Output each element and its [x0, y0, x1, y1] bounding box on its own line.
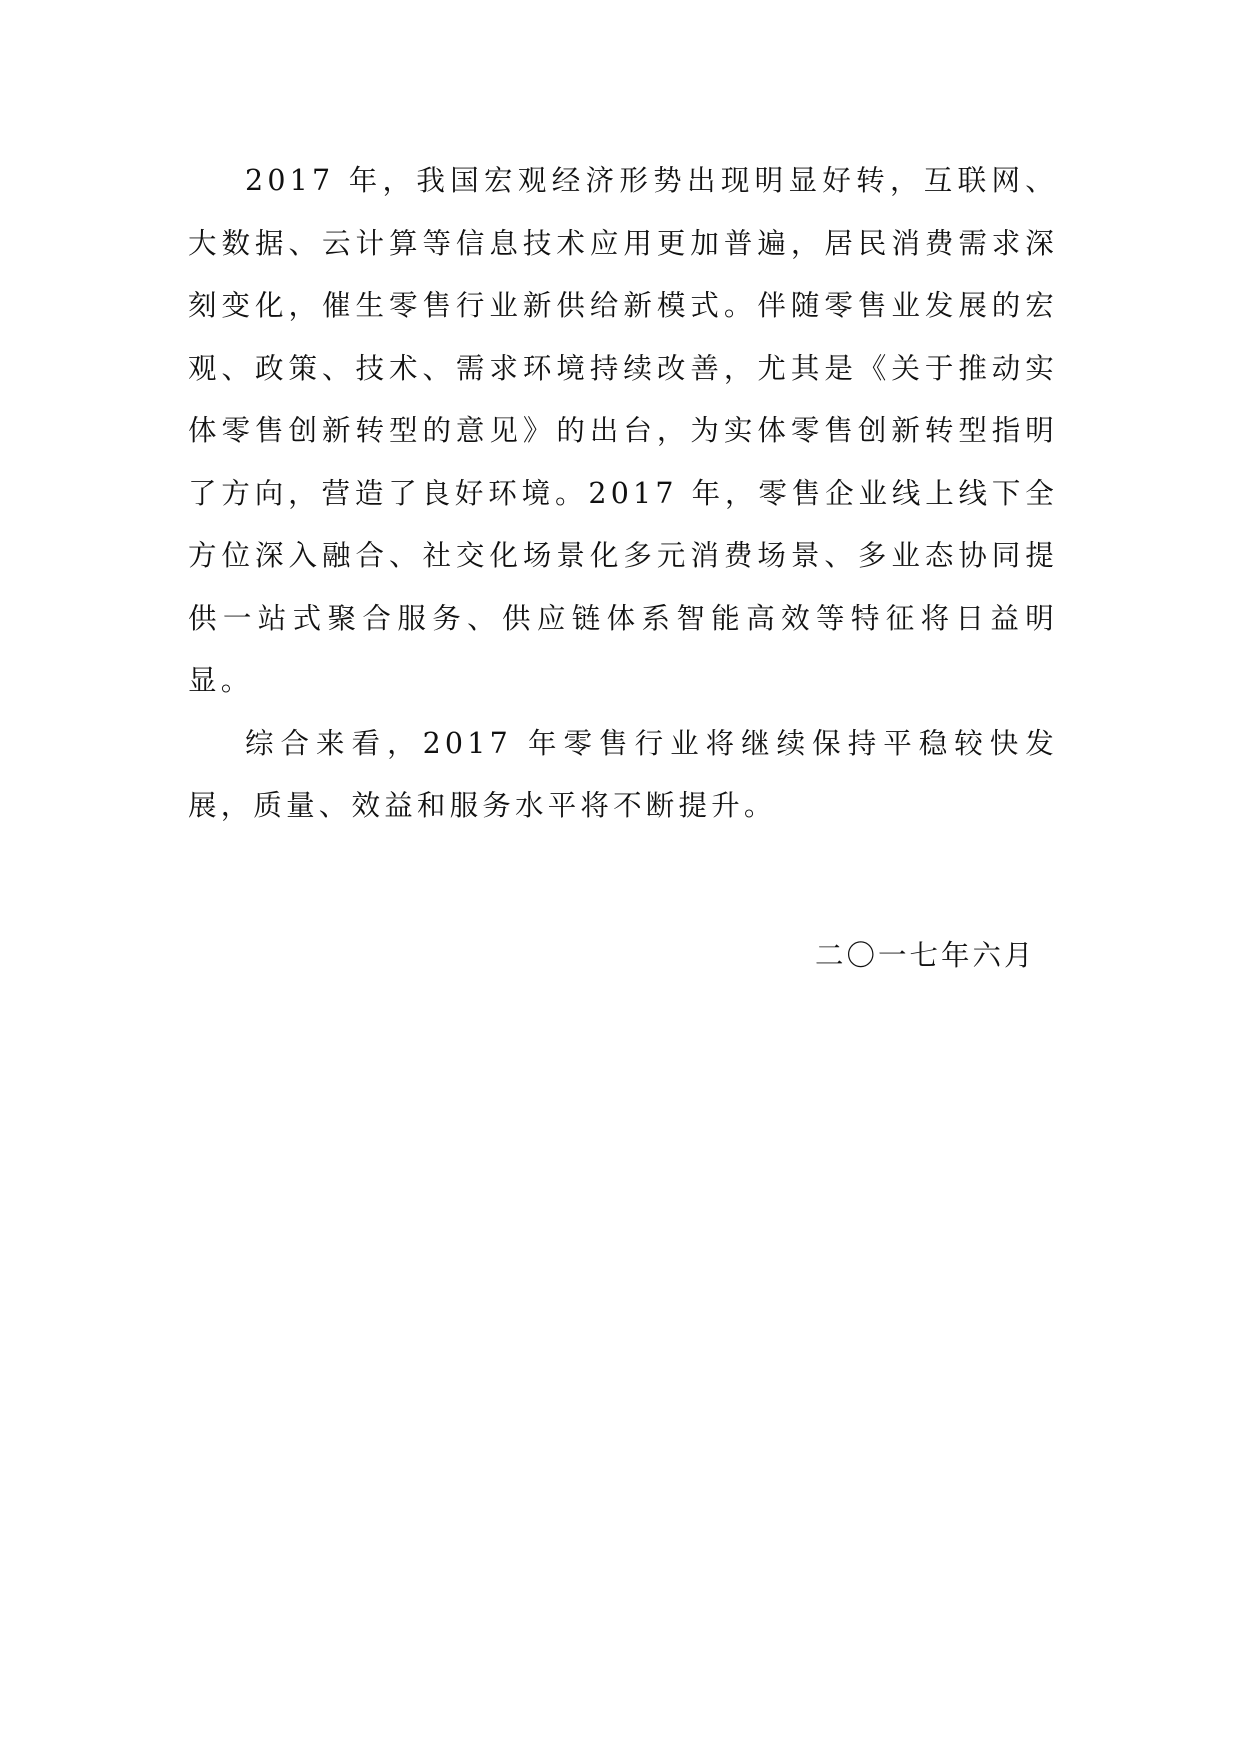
- paragraph-outlook-2017: 2017 年，我国宏观经济形势出现明显好转，互联网、大数据、云计算等信息技术应用更加普遍，居民消费需求深刻变化，催生零售行业新供给新模式。伴随零售业发展的宏观、政策、技术、需求环境持续改善，尤其是《关于推动实体零售创新转型的意见》的出台，为实体零售创新转型指明了方向，营造了良好环境。2017 年，零售企业线上线下全方位深入融合、社交化场景化多元消费场景、多业态协同提供一站式聚合服务、供应链体系智能高效等特征将日益明显。: [188, 164, 1058, 697]
- document-date: 二〇一七年六月: [815, 939, 1036, 972]
- document-body: [188, 150, 1058, 838]
- paragraph-summary: 综合来看，2017 年零售行业将继续保持平稳较快发展，质量、效益和服务水平将不断提升。: [188, 726, 1058, 822]
